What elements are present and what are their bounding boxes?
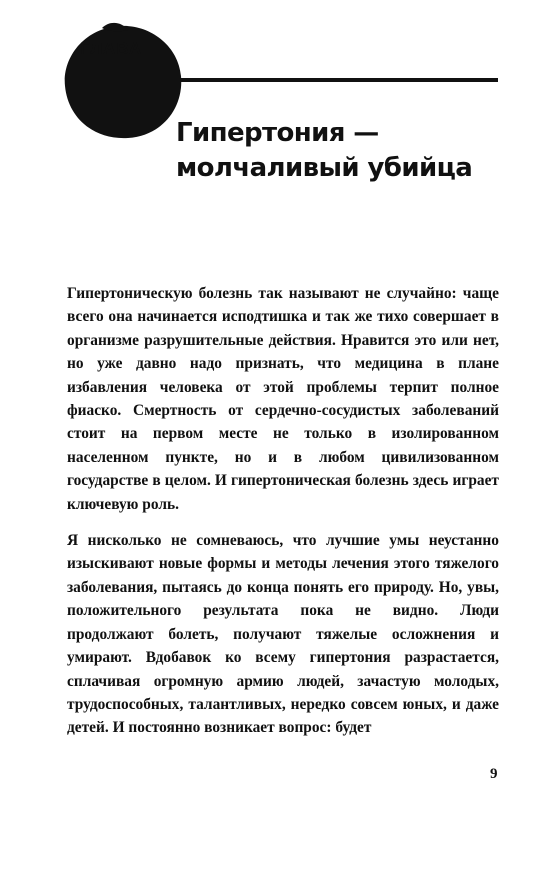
page-number: 9	[490, 766, 498, 782]
paragraph-1: Гипертоническую болезнь так называют не случайно: чаще всего она начинается исподтишка и так же тихо совершает в организме разрушительные действия. Нравится это или нет, но уже давно надо признать, что медицина в плане избавления человека от этой проблемы терпит полное фиаско. Смертность от сердечно-сосудистых заболеваний стоит на первом месте не только в изолированном населенном пункте, но и в любом цивилизованном государстве в целом. И гипертоническая болезнь здесь играет ключевую роль.	[67, 285, 499, 513]
chapter-title-line-2: молчаливый убийца	[176, 153, 473, 183]
chapter-title-line-1: Гипертония —	[176, 118, 379, 148]
paragraph-2: Я нисколько не сомневаюсь, что лучшие умы неустанно изыскивают новые формы и методы лечения этого тяжелого заболевания, пытаясь до конца понять его природу. Но, увы, положительного результата пока не видно. Люди продолжают болеть, получают тяжелые осложнения и умирают. Вдобавок ко всему гипертония разрастается, сплачивая огромную армию людей, зачастую молодых, трудоспособных, талантливых, нередко совсем юных, и даже детей. И постоянно возникает вопрос: будет	[67, 532, 499, 737]
chapter-title	[176, 116, 472, 186]
chapter-label: ГЛАВА	[80, 39, 143, 58]
body-text	[67, 282, 499, 753]
header-rule	[178, 78, 498, 82]
